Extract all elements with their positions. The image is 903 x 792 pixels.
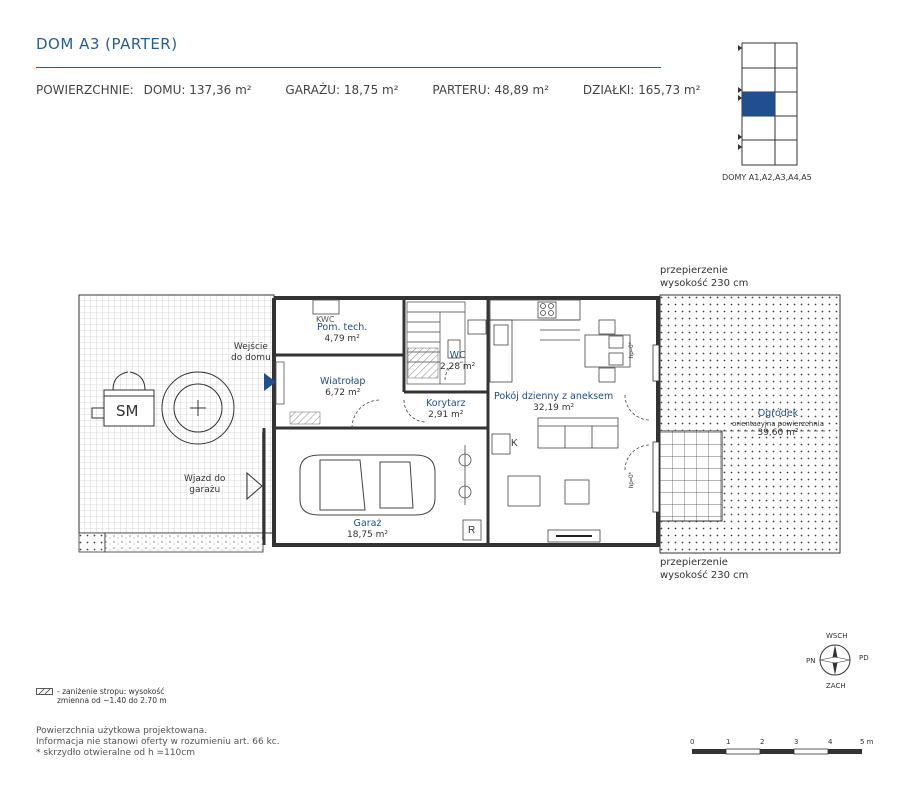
driveway-label bbox=[184, 474, 225, 496]
room-ogrodek-area: 39,60 m² bbox=[757, 428, 799, 438]
lowered-ceiling-hatch-stairs bbox=[408, 348, 438, 378]
partition-top-l1: przepierzenie bbox=[660, 265, 728, 276]
room-ogrodek-name: Ogródek bbox=[757, 408, 799, 419]
front-door bbox=[276, 362, 284, 404]
car-outline bbox=[300, 455, 435, 515]
driveway-label-l2: garażu bbox=[189, 485, 221, 495]
entrance-label-l2: do domu bbox=[231, 353, 271, 363]
room-korytarz-area: 2,91 m² bbox=[428, 410, 464, 420]
kwc-label: KWC bbox=[316, 315, 335, 324]
lowered-ceiling-hatch bbox=[290, 412, 320, 424]
area-dzialka: DZIAŁKI: 165,73 m² bbox=[582, 83, 701, 97]
scale-bar bbox=[690, 747, 870, 757]
room-wiatrolap-name: Wiatrołap bbox=[320, 376, 366, 387]
scale-tick-1: 1 bbox=[726, 738, 731, 746]
armchair bbox=[508, 476, 540, 506]
partition-top-l2: wysokość 230 cm bbox=[660, 278, 749, 289]
room-korytarz-name: Korytarz bbox=[426, 398, 466, 409]
room-garaz-name: Garaż bbox=[353, 518, 382, 529]
legend-line1: - zaniżenie stropu: wysokość bbox=[57, 687, 165, 696]
room-garaz-area: 18,75 m² bbox=[347, 530, 389, 540]
page-title: DOM A3 (PARTER) bbox=[36, 35, 178, 53]
room-pokoj bbox=[494, 391, 613, 414]
room-wiatrolap bbox=[320, 376, 365, 399]
room-pokoj-name: Pokój dzienny z aneksem bbox=[494, 391, 614, 402]
legend-text bbox=[57, 687, 167, 705]
area-dom: DOMU: 137,36 m² bbox=[143, 83, 252, 97]
kitchen-counter bbox=[490, 300, 580, 382]
legend-line2: zmienna od ~1.40 do 2.70 m bbox=[57, 696, 167, 705]
notes bbox=[36, 726, 280, 759]
room-wc-name: WC bbox=[449, 350, 466, 361]
hatch-legend-icon bbox=[36, 688, 54, 696]
surfaces-label: POWIERZCHNIE: bbox=[36, 83, 134, 97]
entrance-label bbox=[231, 342, 271, 364]
room-wc bbox=[440, 350, 475, 373]
room-ogrodek bbox=[732, 408, 824, 439]
scale-tick-4: 4 bbox=[828, 738, 833, 746]
scale-tick-2: 2 bbox=[760, 738, 765, 746]
partition-bottom-l1: przepierzenie bbox=[660, 557, 728, 568]
room-korytarz bbox=[426, 398, 466, 421]
partition-bottom-l2: wysokość 230 cm bbox=[660, 570, 749, 581]
note-line1: Powierzchnia użytkowa projektowana. bbox=[36, 726, 208, 736]
sofa bbox=[538, 418, 618, 448]
gravel-strip bbox=[105, 533, 263, 552]
fridge bbox=[492, 434, 510, 454]
dining-table bbox=[585, 320, 630, 382]
k-label: K bbox=[511, 438, 518, 449]
r-label: R bbox=[468, 525, 476, 536]
compass-n: WSCH bbox=[826, 632, 848, 640]
scale-tick-0: 0 bbox=[690, 738, 695, 746]
bicycle bbox=[459, 445, 471, 505]
room-pokoj-area: 32,19 m² bbox=[533, 403, 575, 413]
driveway-label-l1: Wjazd do bbox=[184, 474, 226, 484]
room-wc-area: 2,28 m² bbox=[440, 362, 476, 372]
compass-e: PD bbox=[859, 654, 869, 662]
compass-icon bbox=[815, 640, 855, 680]
wc-sink bbox=[468, 320, 486, 334]
room-pom-tech-area: 4,79 m² bbox=[324, 334, 360, 344]
note-line3: * skrzydło otwieralne od h =110cm bbox=[36, 748, 195, 758]
entrance-label-l1: Wejście bbox=[233, 342, 268, 352]
room-pom-tech-name: Pom. tech. bbox=[317, 322, 368, 333]
area-garaz: GARAŻU: 18,75 m² bbox=[285, 83, 399, 97]
scale-tick-3: 3 bbox=[794, 738, 799, 746]
note-line2: Informacja nie stanowi oferty w rozumieniu art. 66 kc. bbox=[36, 737, 280, 747]
room-garaz bbox=[347, 518, 388, 541]
coffee-table bbox=[565, 480, 589, 504]
compass-w: PN bbox=[806, 657, 816, 665]
area-parter: PARTERU: 48,89 m² bbox=[432, 83, 550, 97]
room-ogrodek-sub: orientacyjna powierzchnia bbox=[732, 420, 824, 428]
locator-caption: DOMY A1,A2,A3,A4,A5 bbox=[722, 173, 812, 182]
garden-terrace bbox=[660, 431, 722, 521]
compass-s: ZACH bbox=[826, 682, 846, 690]
partition-bottom bbox=[660, 556, 748, 582]
window-hp-2: hp=0* bbox=[629, 472, 635, 488]
kwc-box bbox=[313, 300, 339, 314]
front-lawn-strip bbox=[79, 533, 105, 552]
window-hp-1: hp=0* bbox=[629, 342, 635, 358]
sm-label: SM bbox=[116, 402, 139, 420]
room-wiatrolap-area: 6,72 m² bbox=[325, 388, 361, 398]
partition-top bbox=[660, 264, 748, 290]
scale-tick-5: 5 m bbox=[860, 738, 874, 746]
